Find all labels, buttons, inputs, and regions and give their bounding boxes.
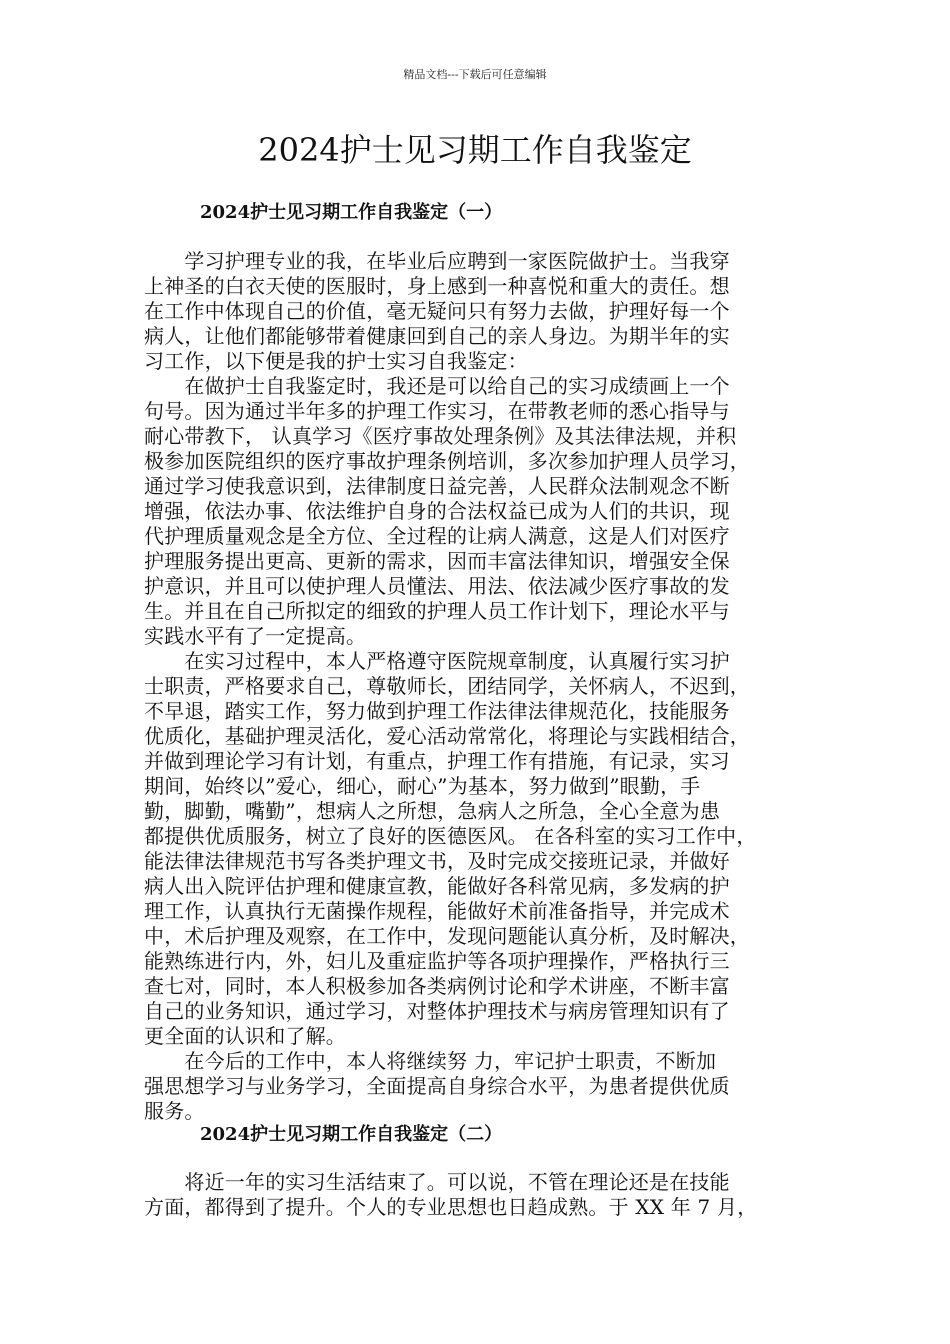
page-header-note: 精品文档---下载后可任意编辑 [403,68,547,81]
paragraph-1-3: 在实习过程中，本人严格遵守医院规章制度，认真履行实习护 士职责，严格要求自己，尊敬师长，团结同学，关怀病人，不迟到， 不早退，踏实工作，努力做到护理工作法律法律规范化，技能服务 优质化，基础护理灵活化，爱心活动常常化，将理论与实践相结合， 并做到理论学习有计划，有重点，护理工作有措施，有记录，实习 期间，始终以”爱心，细心，耐心”为基本，努力做到”眼勤，手 勤，脚勤，嘴勤”，想病人之所想，急病人之所急，全心全意为患 都提供优质服务，树立了良好的医德医风。 在各科室的实习工作中， 能法律法律规范书写各类护理文书，及时完成交接班记录，并做好 病人出入院评估护理和健康宣教，能做好各科常见病，多发病的护 理工作，认真执行无菌操作规程，能做好术前准备指导，并完成术 中，术后护理及观察，在工作中，发现问题能认真分析，及时解决， 能熟练进行内，外，妇儿及重症监护等各项护理操作，严格执行三 查七对，同时，本人积极参加各类病例讨论和学术讲座，不断丰富 自己的业务知识，通过学习，对整体护理技术与病房管理知识有了 更全面的认识和了解。 [144,649,757,1048]
paragraph-1-2: 在做护士自我鉴定时，我还是可以给自己的实习成绩画上一个 句号。因为通过半年多的护理工作实习，在带教老师的悉心指导与 耐心带教下， 认真学习《医疗事故处理条例》及其法律法规，并积 极参加医院组织的医疗事故护理条例培训，多次参加护理人员学习， 通过学习使我意识到，法律制度日益完善，人民群众法制观念不断 增强，依法办事、依法维护自身的合法权益已成为人们的共识，现 代护理质量观念是全方位、全过程的让病人满意，这是人们对医疗 护理服务提出更高、更新的需求，因而丰富法律知识，增强安全保 护意识，并且可以使护理人员懂法、用法、依法减少医疗事故的发 生。并且在自己所拟定的细致的护理人员工作计划下，理论水平与 实践水平有了一定提高。 [144,374,750,648]
paragraph-2-1: 将近一年的实习生活结束了。可以说，不管在理论还是在技能 方面，都得到了提升。个人的专业思想也日趋成熟。于 XX 年 7 月， [144,1170,758,1219]
paragraph-1-4: 在今后的工作中，本人将继续努 力，牢记护士职责，不断加 强思想学习与业务学习，全面提高自身综合水平，为患者提供优质 服务。 [144,1049,730,1123]
section-heading-2: 2024护士见习期工作自我鉴定（二） [200,1124,503,1145]
paragraph-1-1: 学习护理专业的我，在毕业后应聘到一家医院做护士。当我穿 上神圣的白衣天使的医服时，身上感到一种喜悦和重大的责任。想 在工作中体现自己的价值，毫无疑问只有努力去做，护理好每一个 病人，让他们都能够带着健康回到自己的亲人身边。为期半年的实 习工作，以下便是我的护士实习自我鉴定： [144,249,730,373]
section-heading-1: 2024护士见习期工作自我鉴定（一） [200,202,503,223]
document-title: 2024护士见习期工作自我鉴定 [258,131,692,169]
